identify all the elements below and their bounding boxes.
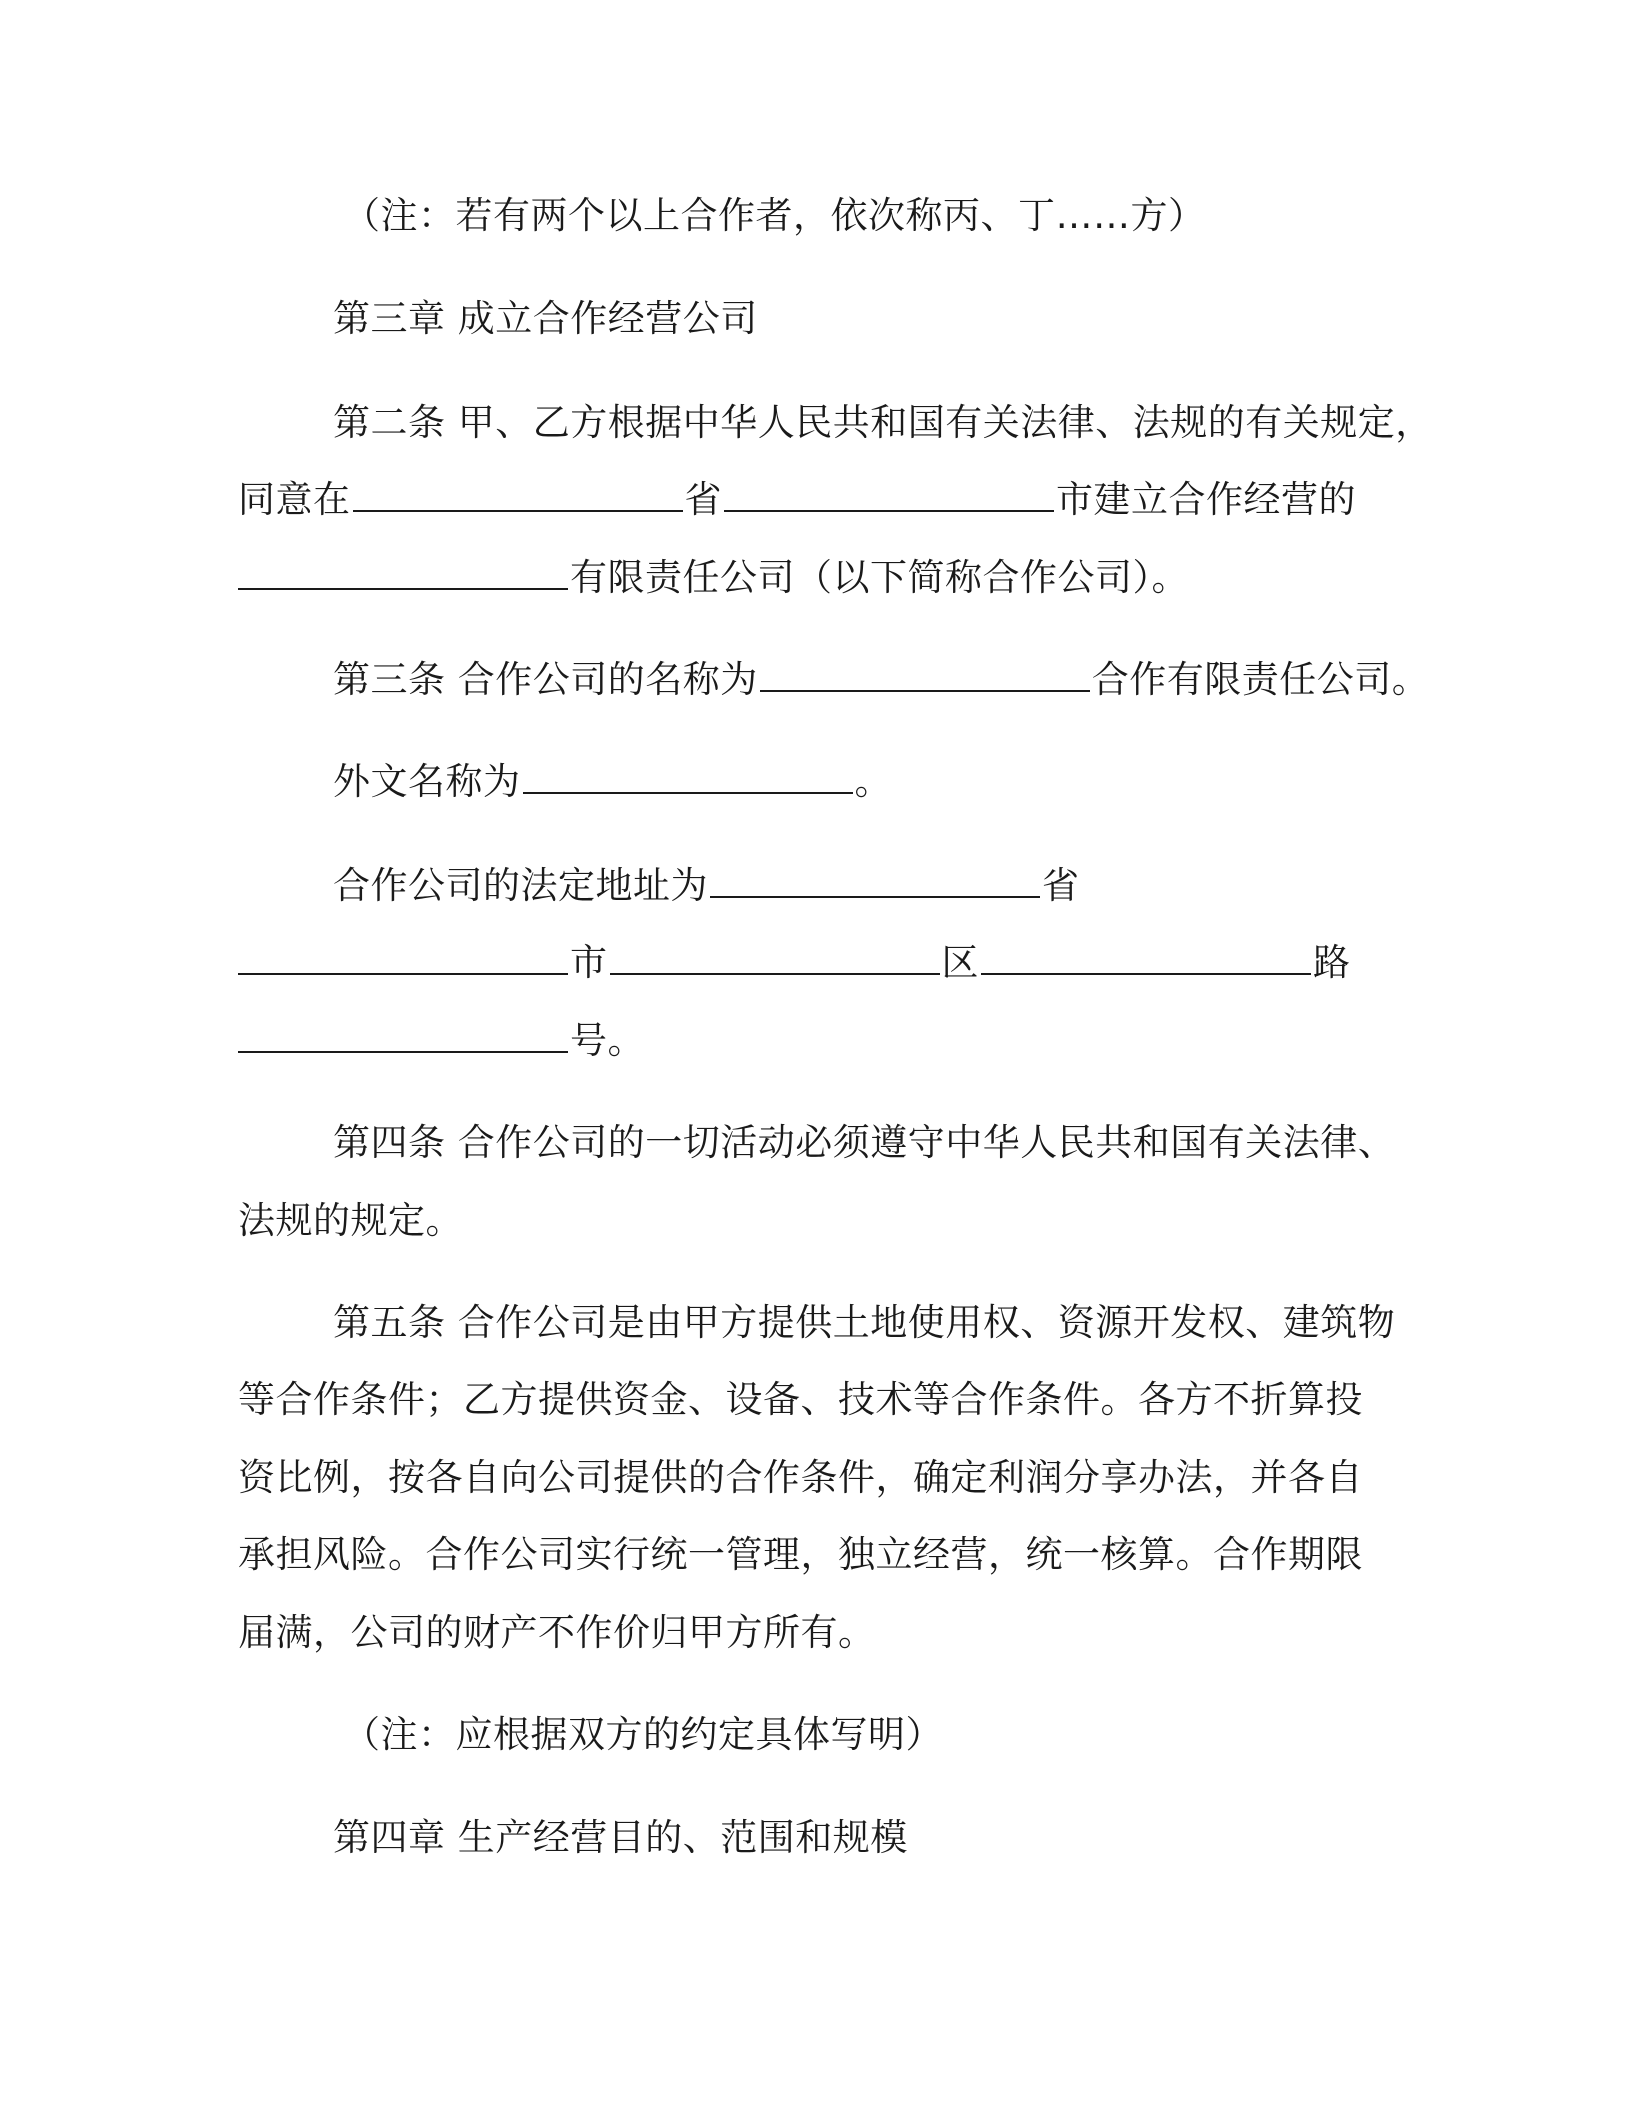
article-3-text-b: 合作有限责任公司。: [1091, 658, 1430, 701]
article-2-line-1: 第二条 甲、乙方根据中华人民共和国有关法律、法规的有关规定，: [333, 401, 1433, 444]
blank-address-road[interactable]: [981, 943, 1311, 975]
blank-coop-name[interactable]: [760, 660, 1090, 692]
article-4-line-2: 法规的规定。: [238, 1199, 463, 1242]
article-3-text-f: 省: [1042, 864, 1080, 907]
article-4-line-1: 第四条 合作公司的一切活动必须遵守中华人民共和国有关法律、: [333, 1121, 1396, 1164]
article-2-text-a: 同意在: [238, 478, 351, 521]
article-5-line-4: 承担风险。合作公司实行统一管理，独立经营，统一核算。合作期限: [238, 1533, 1363, 1576]
article-2-text-c: 市建立合作经营的: [1056, 478, 1356, 521]
blank-address-district[interactable]: [610, 943, 940, 975]
blank-company-name[interactable]: [238, 558, 568, 590]
blank-address-number[interactable]: [238, 1021, 568, 1053]
blank-foreign-name[interactable]: [523, 762, 853, 794]
article-2-line-2: [238, 478, 1356, 522]
article-3-line-2: [333, 760, 892, 804]
article-3-text-c: 外文名称为: [333, 760, 521, 803]
blank-address-province[interactable]: [710, 866, 1040, 898]
article-5-line-5: 届满，公司的财产不作价归甲方所有。: [238, 1611, 876, 1654]
article-3-text-e: 合作公司的法定地址为: [333, 864, 708, 907]
article-3-text-d: 。: [854, 760, 892, 803]
article-3-line-3: [333, 864, 1080, 908]
article-3-line-4: [238, 941, 1351, 985]
blank-province[interactable]: [353, 480, 683, 512]
blank-city[interactable]: [724, 480, 1054, 512]
chapter-3-heading: 第三章 成立合作经营公司: [333, 297, 758, 340]
article-3-text-h: 区: [941, 941, 979, 984]
blank-address-city[interactable]: [238, 943, 568, 975]
article-2-text-b: 省: [684, 478, 722, 521]
article-3-text-g: 市: [570, 941, 608, 984]
article-5-line-3: 资比例，按各自向公司提供的合作条件，确定利润分享办法，并各自: [238, 1456, 1363, 1499]
article-2-line-3: [238, 556, 1189, 600]
note-parties: （注：若有两个以上合作者，依次称丙、丁……方）: [343, 194, 1206, 237]
article-5-line-1: 第五条 合作公司是由甲方提供土地使用权、资源开发权、建筑物: [333, 1301, 1396, 1344]
article-3-line-5: [238, 1019, 645, 1063]
article-3-text-i: 路: [1313, 941, 1351, 984]
article-3-text-a: 第三条 合作公司的名称为: [333, 658, 758, 701]
article-3-text-j: 号。: [570, 1019, 645, 1062]
article-3-line-1: [333, 658, 1429, 702]
article-5-line-2: 等合作条件；乙方提供资金、设备、技术等合作条件。各方不折算投: [238, 1378, 1363, 1421]
article-2-text-d: 有限责任公司（以下简称合作公司）。: [570, 556, 1189, 599]
note-agreement: （注：应根据双方的约定具体写明）: [343, 1713, 943, 1756]
chapter-4-heading: 第四章 生产经营目的、范围和规模: [333, 1816, 908, 1859]
